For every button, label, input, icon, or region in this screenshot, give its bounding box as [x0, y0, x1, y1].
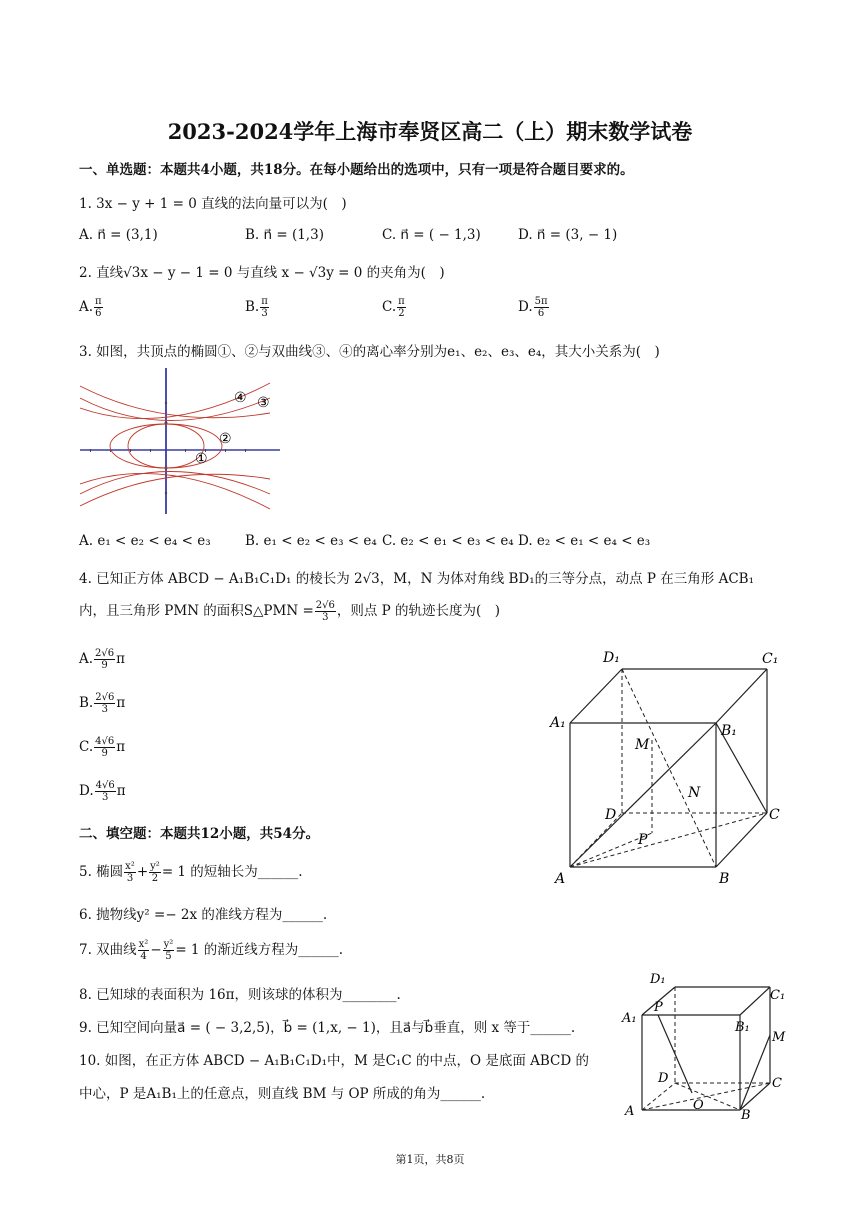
question-4-option-c: C. $\frac{4√6}{9}$ π — [79, 736, 126, 759]
question-1-option-b: B. n⃗ = (1,3) — [245, 227, 324, 243]
question-3-option-b: B. e₁ < e₂ < e₃ < e₄ — [245, 533, 377, 549]
hyperbola-3-lower — [80, 472, 270, 495]
question-6: 6. 抛物线y² =− 2x 的准线方程为______. — [79, 907, 328, 923]
page-footer: 第1页，共8页 — [395, 1153, 465, 1166]
question-4-option-d: D. $\frac{4√6}{3}$ π — [79, 780, 126, 803]
question-2-option-a: A. $\frac{\pi}{6}$ — [79, 296, 102, 319]
cube-label-C: C — [769, 807, 780, 823]
question-1-option-c: C. n⃗ = ( − 1,3) — [382, 227, 481, 243]
cube-label-A1: A₁ — [550, 715, 566, 731]
question-1-stem: 1. 3x − y + 1 = 0 直线的法向量可以为( ) — [79, 196, 347, 212]
page-title: 2023-2024学年上海市奉贤区高二（上）期末数学试卷 — [167, 119, 693, 144]
question-1-option-a: A. n⃗ = (3,1) — [79, 227, 158, 243]
cube-label-B1: B₁ — [721, 723, 737, 739]
question-2-stem: 2. 直线√3x − y − 1 = 0 与直线 x − √3y = 0 的夹角为( ) — [79, 265, 445, 281]
section-heading-single-choice: 一、单选题：本题共4小题，共18分。在每小题给出的选项中，只有一项是符合题目要求的。 — [79, 162, 634, 178]
cube-figure-q4 — [545, 645, 795, 890]
cube-label-B: B — [719, 871, 730, 887]
cube10-label-B1: B₁ — [735, 1020, 750, 1035]
cube-label-P: P — [638, 832, 648, 848]
question-1-option-d: D. n⃗ = (3, − 1) — [518, 227, 618, 243]
question-4-stem-line-1: 4. 已知正方体 ABCD − A₁B₁C₁D₁ 的棱长为 2√3，M，N 为体对角线 BD₁的三等分点，动点 P 在三角形 ACB₁ — [79, 571, 755, 587]
cube10-label-D1: D₁ — [650, 972, 666, 987]
cube10-label-C1: C₁ — [770, 988, 786, 1003]
cube-label-N: N — [688, 785, 701, 801]
question-3-stem: 3. 如图，共顶点的椭圆①、②与双曲线③、④的离心率分别为e₁、e₂、e₃、e₄，其大小关系为( ) — [79, 344, 660, 360]
cube-label-D1: D₁ — [603, 650, 620, 666]
question-10-line-1: 10. 如图，在正方体 ABCD − A₁B₁C₁D₁中，M 是C₁C 的中点，O 是底面 ABCD 的 — [79, 1053, 589, 1069]
question-4-option-a: A. $\frac{2√6}{9}$ π — [79, 648, 126, 671]
question-4-option-b: B. $\frac{2√6}{3}$ π — [79, 692, 126, 715]
cube10-label-A1: A₁ — [622, 1011, 637, 1026]
cube10-label-P: P — [654, 1000, 663, 1015]
cube10-label-A: A — [625, 1104, 635, 1119]
cube10-label-O: O — [693, 1098, 704, 1113]
question-2-option-b: B. $\frac{\pi}{3}$ — [245, 296, 268, 319]
cube-label-M: M — [635, 737, 650, 753]
hyperbola-4-lower — [80, 473, 270, 509]
question-8: 8. 已知球的表面积为 16π，则该球的体积为________. — [79, 987, 401, 1003]
question-3-option-c: C. e₂ < e₁ < e₃ < e₄ — [382, 533, 514, 549]
question-2-option-d: D. $\frac{5\pi}{6}$ — [518, 296, 548, 319]
question-10-line-2: 中心，P 是A₁B₁上的任意点，则直线 BM 与 OP 所成的角为______. — [79, 1086, 486, 1102]
question-4-stem-line-2: 内，且三角形 PMN 的面积S△PMN = $\frac{2√6}{3}$ ，则点 P 的轨迹长度为( ) — [79, 600, 501, 623]
cube-label-A: A — [555, 871, 566, 887]
conic-figure — [80, 368, 280, 514]
cube-solid-edges — [570, 669, 767, 867]
question-3-option-d: D. e₂ < e₁ < e₄ < e₃ — [518, 533, 651, 549]
cube10-label-C: C — [772, 1076, 782, 1091]
section-heading-fill-in: 二、填空题：本题共12小题，共54分。 — [79, 826, 320, 842]
cube-label-C1: C₁ — [762, 651, 779, 667]
question-3-option-a: A. e₁ < e₂ < e₄ < e₃ — [79, 533, 211, 549]
question-7: 7. 双曲线 $\frac{\text{x²}}{4}$ − $\frac{\text{y²}}{5}$ = 1 的渐近线方程为______. — [79, 939, 344, 962]
question-2-option-c: C. $\frac{\pi}{2}$ — [382, 296, 405, 319]
question-5: 5. 椭圆 $\frac{\text{x²}}{3}$ + $\frac{\text{y²}}{2}$ = 1 的短轴长为______. — [79, 861, 303, 884]
curve-label-1: ① — [195, 451, 208, 467]
cube10-label-B: B — [741, 1108, 751, 1123]
cube-label-D: D — [605, 807, 617, 823]
curve-label-4: ④ — [234, 390, 247, 406]
cube-figure-q10 — [620, 965, 795, 1125]
question-9: 9. 已知空间向量a⃗ = ( − 3,2,5)，b⃗ = (1,x, − 1)，且a⃗与b⃗垂直，则 x 等于______. — [79, 1020, 576, 1036]
hyperbola-extra-lower — [80, 474, 270, 506]
cube10-label-M: M — [772, 1030, 786, 1045]
curve-label-3: ③ — [257, 395, 270, 411]
curve-label-2: ② — [219, 431, 232, 447]
cube10-label-D: D — [658, 1071, 669, 1086]
